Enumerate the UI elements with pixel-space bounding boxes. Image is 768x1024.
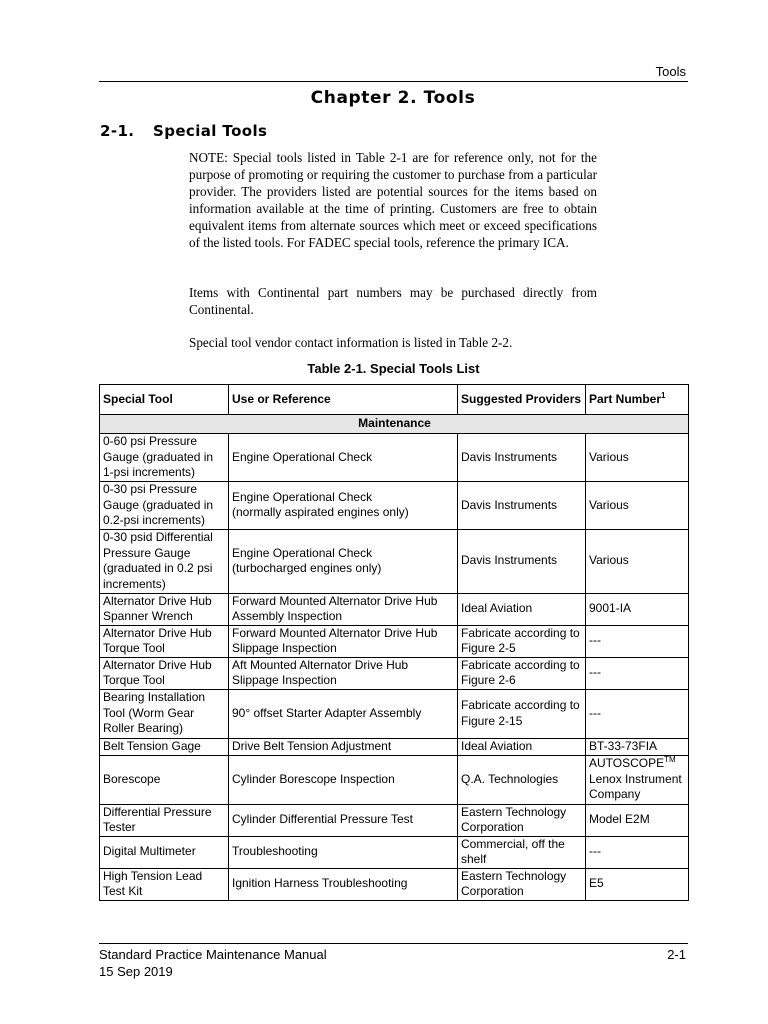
purchase-paragraph: Items with Continental part numbers may be purchased directly from Continental. [189, 285, 597, 317]
cell-special-tool [100, 529, 229, 593]
cell-part-number-text: AUTOSCOPE [589, 756, 665, 771]
cell-part-number-text: 9001-IA [589, 601, 632, 616]
section-number: 2-1. [100, 122, 135, 140]
cell-part-number [586, 755, 689, 804]
footer-date: 15 Sep 2019 [99, 964, 173, 979]
cell-part-number-text: Various [589, 449, 629, 464]
header-part-number [586, 385, 689, 415]
cell-part-number [586, 836, 689, 868]
cell-special-tool-text: Borescope [103, 771, 161, 786]
cell-special-tool [100, 593, 229, 625]
cell-use-or-reference [229, 482, 458, 530]
header-use-or-reference: Use or Reference [229, 385, 458, 415]
table-header-row [100, 385, 689, 415]
header-part-number-label: Part Number [589, 391, 662, 406]
cell-part-number-text: E5 [589, 876, 604, 891]
cell-special-tool [100, 755, 229, 804]
cell-use-or-reference-text: Forward Mounted Alternator Drive Hub Assembly Inspection [232, 593, 438, 623]
cell-part-number [586, 482, 689, 530]
cell-use-or-reference-text: Ignition Harness Troubleshooting [232, 876, 408, 891]
cell-suggested-provider-text: Ideal Aviation [461, 601, 533, 616]
table-row [100, 625, 689, 657]
cell-use-or-reference [229, 657, 458, 689]
cell-suggested-provider [458, 434, 586, 482]
cell-suggested-provider-text: Eastern Technology Corporation [461, 804, 567, 834]
header-special-tool: Special Tool [100, 385, 229, 415]
cell-suggested-provider [458, 689, 586, 738]
cell-special-tool-text: Digital Multimeter [103, 844, 196, 859]
table-row [100, 689, 689, 738]
cell-suggested-provider [458, 836, 586, 868]
cell-part-number-text: --- [589, 705, 601, 720]
table-row [100, 738, 689, 755]
table-row [100, 593, 689, 625]
cell-part-number [586, 804, 689, 836]
cell-suggested-provider-text: Fabricate according to Figure 2-6 [461, 657, 580, 687]
cell-part-number-text: Various [589, 553, 629, 568]
cell-special-tool-text: Bearing Installation Tool (Worm Gear Roller Bearing) [103, 690, 206, 736]
cell-suggested-provider [458, 657, 586, 689]
cell-suggested-provider-text: Fabricate according to Figure 2-5 [461, 625, 580, 655]
cell-suggested-provider [458, 593, 586, 625]
cell-part-number [586, 689, 689, 738]
vendor-paragraph: Special tool vendor contact information is listed in Table 2-2. [189, 335, 513, 350]
header-rule [99, 81, 688, 82]
cell-line: (turbocharged engines only) [232, 561, 382, 575]
cell-suggested-provider-text: Fabricate according to Figure 2-15 [461, 698, 580, 728]
section-label-maintenance: Maintenance [100, 415, 689, 434]
cell-use-or-reference [229, 755, 458, 804]
table-caption: Table 2-1. Special Tools List [307, 361, 480, 376]
footer-left [99, 946, 327, 980]
cell-special-tool [100, 625, 229, 657]
cell-part-number [586, 657, 689, 689]
cell-special-tool [100, 434, 229, 482]
cell-suggested-provider [458, 482, 586, 530]
cell-suggested-provider [458, 529, 586, 593]
table-row [100, 868, 689, 900]
cell-suggested-provider-text: Davis Instruments [461, 497, 558, 512]
table-row [100, 836, 689, 868]
cell-part-number [586, 529, 689, 593]
cell-special-tool [100, 657, 229, 689]
cell-use-or-reference-text: Forward Mounted Alternator Drive Hub Slippage Inspection [232, 625, 438, 655]
cell-special-tool-text: High Tension Lead Test Kit [103, 868, 203, 898]
cell-special-tool [100, 738, 229, 755]
cell-special-tool [100, 482, 229, 530]
cell-suggested-provider [458, 625, 586, 657]
cell-suggested-provider [458, 804, 586, 836]
table-row [100, 804, 689, 836]
header-suggested-providers: Suggested Providers [458, 385, 586, 415]
cell-part-number-text: --- [589, 633, 601, 648]
table-row [100, 529, 689, 593]
cell-use-or-reference [229, 625, 458, 657]
cell-suggested-provider-text: Ideal Aviation [461, 738, 533, 753]
part-number-footnote-marker: 1 [661, 390, 666, 400]
cell-suggested-provider [458, 755, 586, 804]
cell-suggested-provider-text: Q.A. Technologies [461, 771, 559, 786]
footer-page-number: 2-1 [667, 947, 686, 962]
cell-part-number-text: Model E2M [589, 812, 650, 827]
cell-suggested-provider-text: Eastern Technology Corporation [461, 868, 567, 898]
cell-suggested-provider [458, 738, 586, 755]
cell-use-or-reference [229, 529, 458, 593]
cell-special-tool-text: Belt Tension Gage [103, 738, 201, 753]
cell-use-or-reference-text: Troubleshooting [232, 844, 318, 859]
cell-special-tool-text: Alternator Drive Hub Torque Tool [103, 657, 212, 687]
section-title: Special Tools [153, 122, 268, 140]
cell-suggested-provider [458, 868, 586, 900]
cell-suggested-provider-text: Commercial, off the shelf [461, 836, 565, 866]
chapter-title: Chapter 2. Tools [310, 88, 476, 108]
running-head: Tools [655, 64, 686, 79]
cell-use-or-reference [229, 836, 458, 868]
cell-special-tool-text: Alternator Drive Hub Torque Tool [103, 625, 212, 655]
cell-use-or-reference [229, 593, 458, 625]
cell-part-number-text: --- [589, 844, 601, 859]
table-row [100, 482, 689, 530]
footer-manual-title: Standard Practice Maintenance Manual [99, 947, 327, 962]
cell-special-tool [100, 836, 229, 868]
cell-use-or-reference-text: Engine Operational Check [232, 449, 373, 464]
cell-line: (normally aspirated engines only) [232, 505, 409, 520]
cell-part-number [586, 738, 689, 755]
table-row [100, 755, 689, 804]
section-heading [100, 122, 267, 140]
cell-use-or-reference-text: Cylinder Borescope Inspection [232, 771, 395, 786]
cell-part-number-text: BT-33-73FIA [589, 738, 658, 753]
cell-suggested-provider-text: Davis Instruments [461, 553, 558, 568]
special-tools-table [99, 384, 689, 901]
cell-special-tool-text: 0-60 psi Pressure Gauge (graduated in 1-psi increments) [103, 434, 214, 480]
cell-part-number [586, 593, 689, 625]
cell-part-number [586, 434, 689, 482]
cell-special-tool [100, 868, 229, 900]
cell-use-or-reference [229, 738, 458, 755]
cell-special-tool-text: 0-30 psid Differential Pressure Gauge (graduated in 0.2 psi increments) [103, 530, 213, 591]
cell-use-or-reference-text: Aft Mounted Alternator Drive Hub Slippage Inspection [232, 657, 409, 687]
footer-rule [99, 943, 688, 944]
cell-use-or-reference-text: Drive Belt Tension Adjustment [232, 738, 392, 753]
cell-special-tool-text: Alternator Drive Hub Spanner Wrench [103, 593, 212, 623]
cell-part-number [586, 625, 689, 657]
cell-use-or-reference [229, 434, 458, 482]
cell-special-tool [100, 689, 229, 738]
cell-line: Engine Operational Check [232, 489, 373, 504]
cell-part-number-text: --- [589, 665, 601, 680]
cell-use-or-reference [229, 868, 458, 900]
table-row [100, 434, 689, 482]
cell-use-or-reference-text: 90° offset Starter Adapter Assembly [232, 705, 422, 720]
cell-part-number-text: Various [589, 497, 629, 512]
cell-use-or-reference-text: Cylinder Differential Pressure Test [232, 812, 413, 827]
trademark-mark: TM [664, 755, 676, 765]
cell-use-or-reference [229, 804, 458, 836]
part-number-extra: Lenox Instrument Company [589, 771, 682, 802]
cell-line: Engine Operational Check [232, 545, 373, 560]
cell-part-number [586, 868, 689, 900]
cell-suggested-provider-text: Davis Instruments [461, 449, 558, 464]
cell-special-tool-text: Differential Pressure Tester [103, 804, 212, 834]
cell-special-tool [100, 804, 229, 836]
table-row [100, 657, 689, 689]
note-paragraph: NOTE: Special tools listed in Table 2-1 are for reference only, not for the purpose of promoting or requiring the customer to purchase from a particular provider. The providers listed are potential sources for the items based on information available at the time of printing. Customers are free to obtain equivalent items from alternate sources which meet or exceed specifications of the listed tools. For FADEC special tools, reference the primary ICA. [189, 150, 597, 250]
cell-use-or-reference [229, 689, 458, 738]
cell-special-tool-text: 0-30 psi Pressure Gauge (graduated in 0.2-psi increments) [103, 482, 214, 527]
table-section-row [100, 415, 689, 434]
